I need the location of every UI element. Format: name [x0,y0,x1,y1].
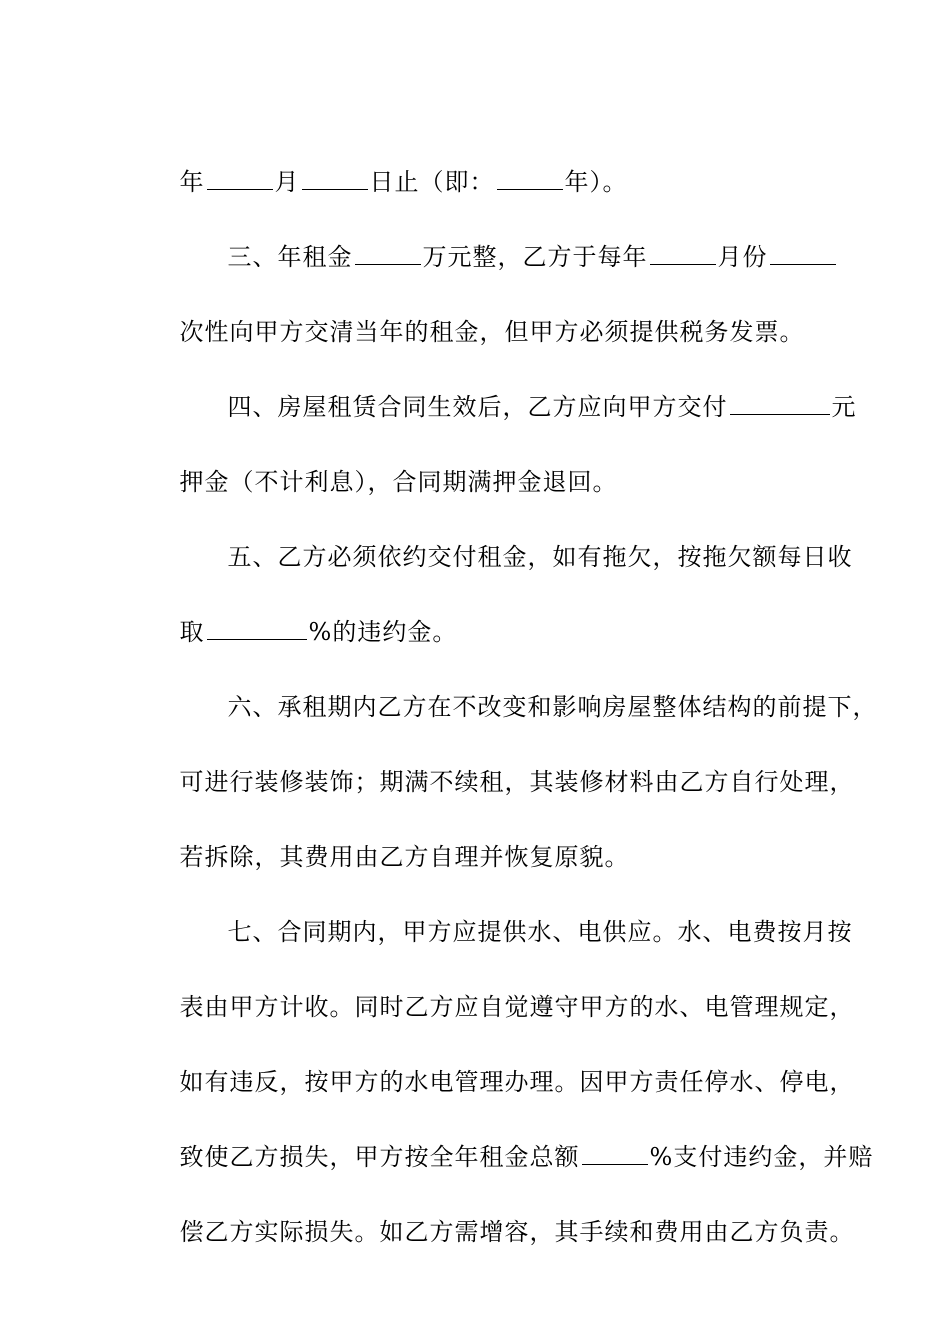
text-line [145,1187,855,1246]
text-line [193,362,857,421]
text-segment: 三、年租金 [227,243,353,271]
fill-in-blank [582,1142,648,1165]
fill-in-blank [650,242,716,265]
text-line [145,287,805,346]
fill-in-blank [207,617,307,640]
text-segment: %的违约金。 [308,618,458,646]
text-segment: 次性向甲方交清当年的租金，但甲方必须提供税务发票。 [179,318,805,346]
text-segment: 如有违反，按甲方的水电管理办理。因甲方责任停水、停电， [179,1068,855,1096]
text-segment: 七、合同期内，甲方应提供水、电供应。水、电费按月按 [227,918,853,946]
text-segment: 年 [179,168,205,196]
text-line [145,437,618,496]
text-segment: 五、乙方必须依约交付租金，如有拖欠，按拖欠额每日收 [227,543,853,571]
text-segment: 年）。 [564,168,628,196]
fill-in-blank [302,167,368,190]
text-segment: 偿乙方实际损失。如乙方需增容，其手续和费用由乙方负责。 [179,1218,855,1246]
fill-in-blank [207,167,273,190]
text-line [145,1037,855,1096]
fill-in-blank [770,242,836,265]
text-segment: 月 [274,168,300,196]
text-line [145,812,630,871]
text-segment: 万元整，乙方于每年 [422,243,648,271]
text-segment: 元 [831,393,857,421]
text-segment: 月份 [717,243,768,271]
text-line [145,1112,874,1171]
text-line [193,512,853,571]
text-line [145,137,628,196]
text-line [193,887,853,946]
text-segment: 六、承租期内乙方在不改变和影响房屋整体结构的前提下， [227,693,878,721]
fill-in-blank [497,167,563,190]
fill-in-blank [730,392,830,415]
text-line [145,587,458,646]
text-segment: %支付违约金，并赔 [649,1143,874,1171]
text-segment: 若拆除，其费用由乙方自理并恢复原貌。 [179,843,630,871]
text-line [193,662,878,721]
text-line [193,212,838,271]
text-segment: 致使乙方损失，甲方按全年租金总额 [179,1143,580,1171]
text-segment: 四、房屋租赁合同生效后，乙方应向甲方交付 [227,393,728,421]
fill-in-blank [355,242,421,265]
text-segment: 取 [179,618,205,646]
text-segment: 可进行装修装饰；期满不续租，其装修材料由乙方自行处理， [179,768,855,796]
text-line [145,962,855,1021]
text-segment: 押金（不计利息），合同期满押金退回。 [179,468,618,496]
text-line [145,737,855,796]
text-segment: 日止（即： [369,168,495,196]
text-segment: 表由甲方计收。同时乙方应自觉遵守甲方的水、电管理规定， [179,993,855,1021]
